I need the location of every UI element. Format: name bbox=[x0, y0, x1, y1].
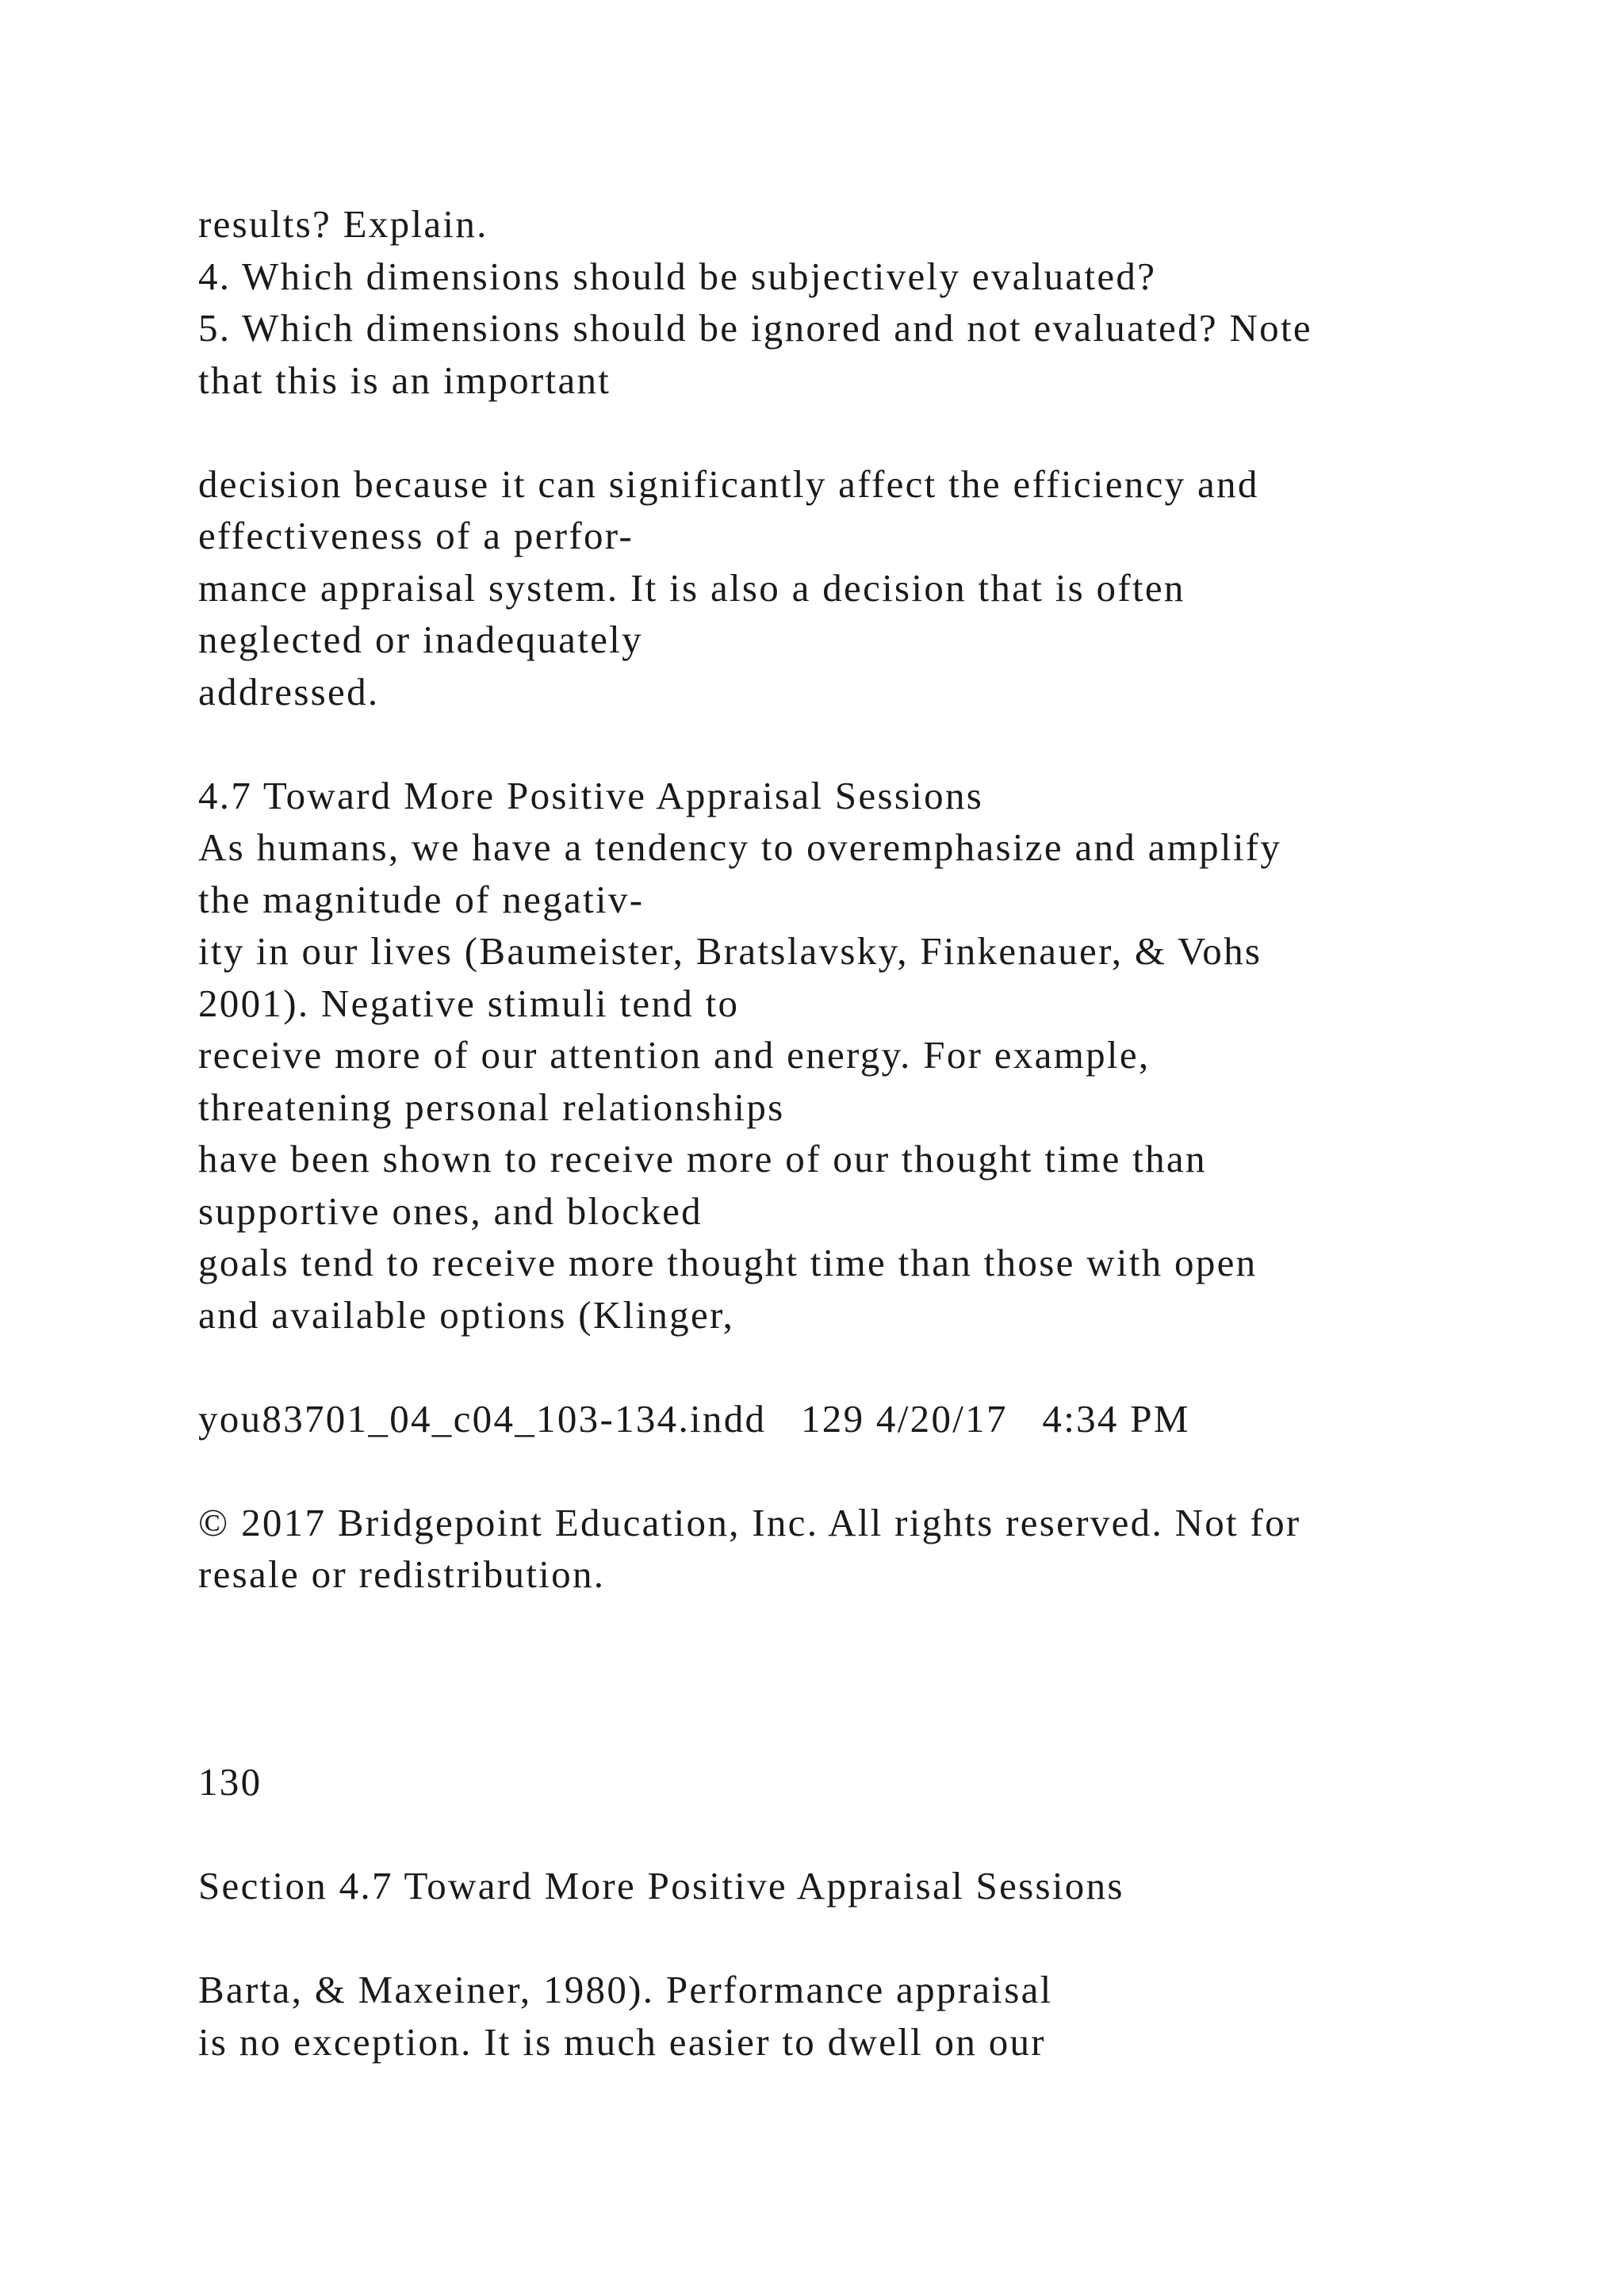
blank-line bbox=[198, 406, 1546, 458]
blank-line bbox=[198, 1808, 1546, 1861]
paragraph-decision bbox=[198, 458, 1546, 718]
section-title: Section 4.7 Toward More Positive Appraisal Sessions bbox=[198, 1864, 1124, 1908]
print-slug bbox=[198, 1393, 1546, 1445]
text-line: mance appraisal system. It is also a decision that is often bbox=[198, 565, 1185, 610]
paragraph-questions bbox=[198, 198, 1546, 406]
text-line: Barta, & Maxeiner, 1980). Performance appraisal bbox=[198, 1968, 1053, 2011]
paragraph-continuation bbox=[198, 1964, 1546, 2068]
blank-line bbox=[198, 718, 1546, 770]
text-line: addressed. bbox=[198, 669, 380, 714]
list-item-5: 5. Which dimensions should be ignored and not evaluated? Note bbox=[198, 306, 1312, 350]
blank-gap bbox=[198, 1601, 1546, 1757]
blank-line bbox=[198, 1341, 1546, 1393]
text-line: goals tend to receive more thought time than those with open bbox=[198, 1241, 1258, 1284]
page-number: 130 bbox=[198, 1760, 262, 1804]
text-line: have been shown to receive more of our thought time than bbox=[198, 1137, 1207, 1181]
text-line: ity in our lives (Baumeister, Bratslavsky, Finkenauer, & Vohs bbox=[198, 929, 1262, 973]
running-header bbox=[198, 1860, 1546, 1912]
text-line: results? Explain. bbox=[198, 202, 488, 246]
copyright-line: resale or redistribution. bbox=[198, 1552, 606, 1596]
page-number-block bbox=[198, 1756, 1546, 1808]
text-line: 2001). Negative stimuli tend to bbox=[198, 981, 740, 1025]
text-line: the magnitude of negativ- bbox=[198, 877, 645, 921]
text-line: that this is an important bbox=[198, 358, 611, 402]
text-line: supportive ones, and blocked bbox=[198, 1188, 703, 1233]
text-line: neglected or inadequately bbox=[198, 618, 643, 661]
document-page bbox=[198, 198, 1546, 2068]
text-line: is no exception. It is much easier to dwell on our bbox=[198, 2019, 1046, 2064]
copyright-notice bbox=[198, 1497, 1546, 1601]
text-line: As humans, we have a tendency to overemphasize and amplify bbox=[198, 825, 1282, 869]
section-4-7 bbox=[198, 770, 1546, 1341]
text-line: receive more of our attention and energy. For example, bbox=[198, 1033, 1151, 1077]
file-info-line: you83701_04_c04_103-134.indd 129 4/20/17 4:34 PM bbox=[198, 1396, 1190, 1441]
text-line: and available options (Klinger, bbox=[198, 1292, 735, 1337]
blank-line bbox=[198, 1912, 1546, 1965]
list-item-4: 4. Which dimensions should be subjectively evaluated? bbox=[198, 254, 1157, 298]
blank-line bbox=[198, 1445, 1546, 1497]
text-line: decision because it can significantly affect the efficiency and bbox=[198, 461, 1259, 506]
section-heading: 4.7 Toward More Positive Appraisal Sessions bbox=[198, 773, 984, 817]
copyright-line: © 2017 Bridgepoint Education, Inc. All rights reserved. Not for bbox=[198, 1500, 1301, 1544]
text-line: threatening personal relationships bbox=[198, 1085, 785, 1129]
text-line: effectiveness of a perfor- bbox=[198, 514, 634, 557]
